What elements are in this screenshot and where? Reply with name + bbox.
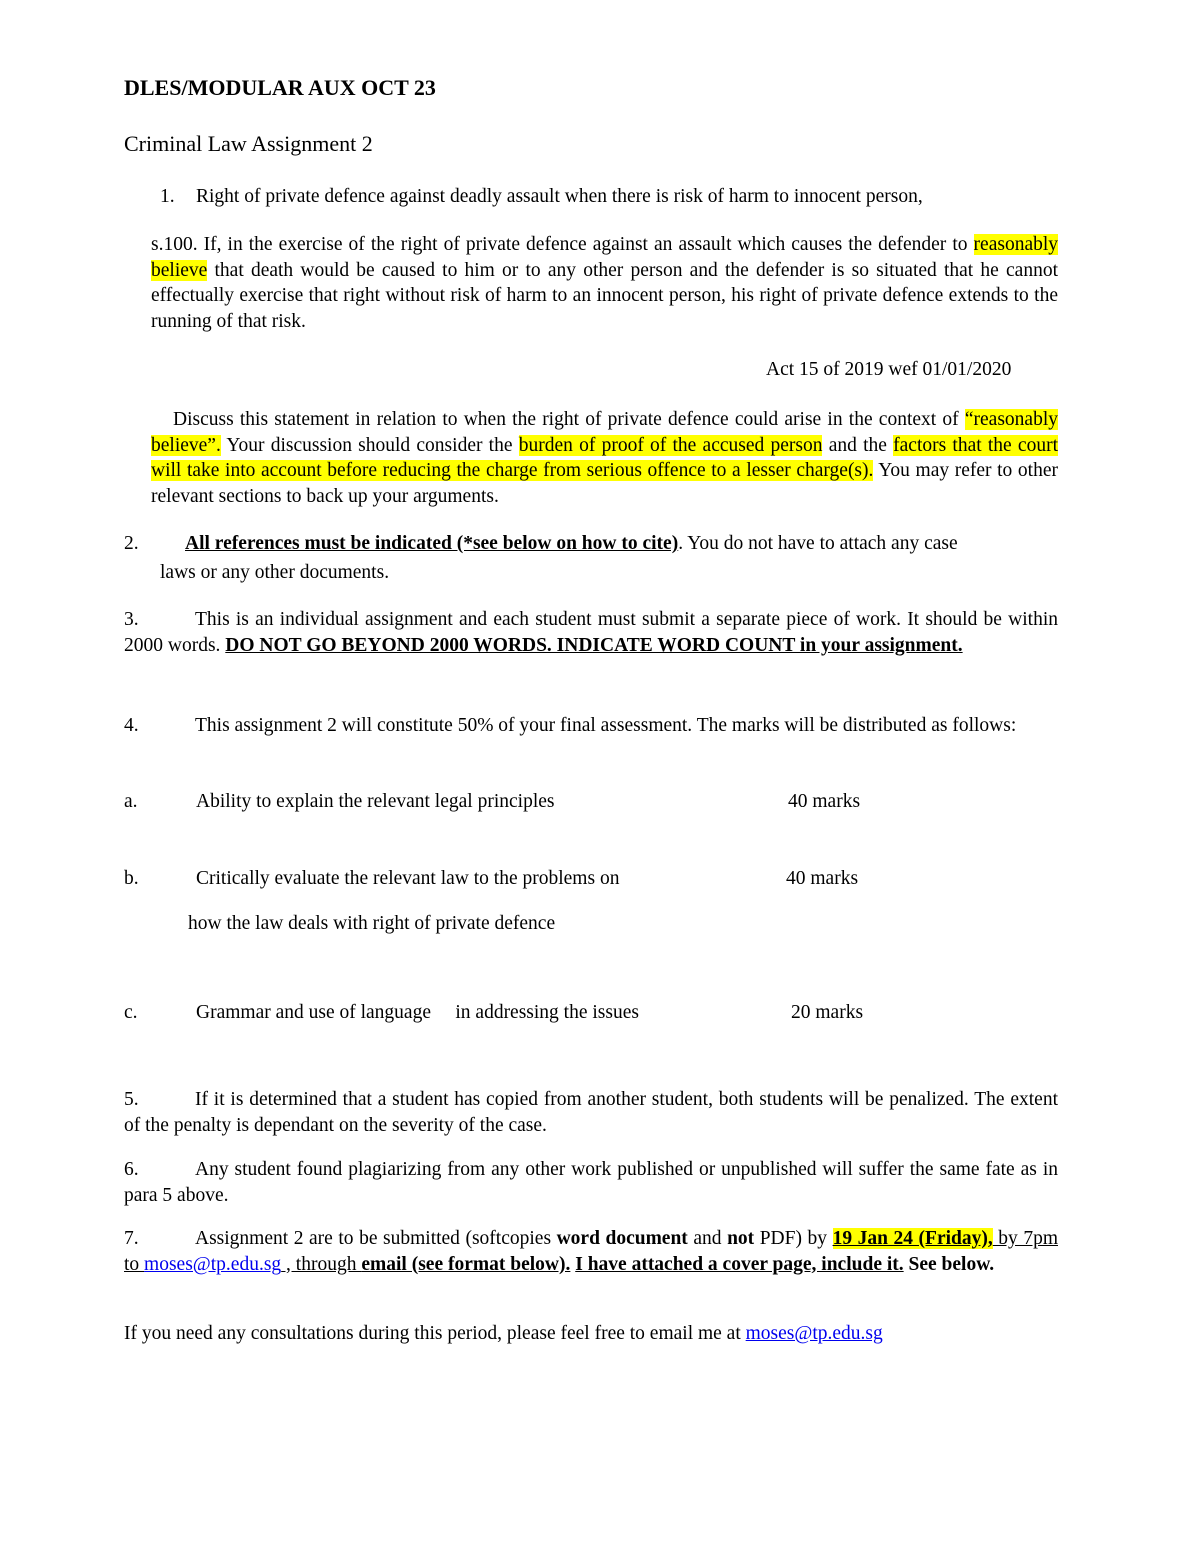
act-reference: Act 15 of 2019 wef 01/01/2020 bbox=[766, 359, 1012, 380]
discuss-part-3: and the bbox=[822, 434, 894, 456]
highlight-factors: factors that the court will take into account before reducing the charge from serious offence to a lesser charge(s). bbox=[151, 434, 1058, 481]
item-3-text: This is an individual assignment and each student must submit a separate piece of work. It should be within 2000 words. bbox=[124, 609, 1058, 656]
item-7-text-5: , through bbox=[281, 1253, 362, 1275]
item-3-paragraph bbox=[124, 607, 1058, 658]
item-1-text: Right of private defence against deadly assault when there is risk of harm to innocent person, bbox=[196, 186, 923, 207]
highlight-burden-of-proof: burden of proof of the accused person bbox=[518, 434, 823, 456]
item-4-paragraph bbox=[124, 713, 1058, 739]
mark-a-description: Ability to explain the relevant legal principles bbox=[196, 791, 555, 812]
closing-email-link[interactable]: moses@tp.edu.sg bbox=[745, 1323, 883, 1344]
item-3-word-limit: DO NOT GO BEYOND 2000 WORDS. INDICATE WORD COUNT in your assignment. bbox=[225, 634, 963, 656]
mark-c-letter: c. bbox=[124, 1002, 138, 1023]
item-2-line-1 bbox=[185, 531, 958, 556]
item-7-text-3: PDF) by bbox=[754, 1228, 833, 1249]
mark-a-value: 40 marks bbox=[788, 791, 861, 812]
section-100-rest: that death would be caused to him or to any other person and the defender is so situated that he cannot effectually exercise that right without risk of harm to an innocent person, his right of private defence extends to the running of that risk. bbox=[151, 259, 1058, 332]
mark-b-description: Critically evaluate the relevant law to the problems on bbox=[196, 868, 620, 889]
item-4-number: 4. bbox=[124, 715, 139, 736]
item-6-paragraph bbox=[124, 1157, 1058, 1208]
mark-b-description-continued: how the law deals with right of private defence bbox=[188, 913, 556, 934]
item-7-email-format: email (see format below). bbox=[361, 1253, 571, 1275]
highlight-reasonably-believe: reasonably believe bbox=[151, 234, 1059, 281]
item-7-see-below: See below. bbox=[903, 1253, 995, 1275]
mark-b-value: 40 marks bbox=[786, 868, 859, 889]
item-7-text-4: by 7pm to bbox=[124, 1228, 1058, 1275]
item-7-not: not bbox=[727, 1228, 755, 1249]
discuss-part-1: Discuss this statement in relation to when the right of private defence could arise in the context of bbox=[173, 409, 959, 430]
mark-c-description: Grammar and use of language in addressing the issues bbox=[196, 1002, 639, 1023]
item-5-text: If it is determined that a student has copied from another student, both students will be penalized. The extent of the penalty is dependant on the severity of the case. bbox=[124, 1089, 1058, 1136]
assignment-title: Criminal Law Assignment 2 bbox=[124, 131, 373, 156]
item-7-cover-page: I have attached a cover page, include it. bbox=[575, 1253, 904, 1275]
item-6-text: Any student found plagiarizing from any other work published or unpublished will suffer the same fate as in para 5 above. bbox=[124, 1159, 1058, 1206]
item-2-line-2: laws or any other documents. bbox=[160, 562, 390, 583]
item-6-number: 6. bbox=[124, 1159, 139, 1180]
section-100-text bbox=[151, 232, 1058, 334]
item-7-number: 7. bbox=[124, 1228, 139, 1249]
item-1-number: 1. bbox=[160, 186, 175, 207]
item-7-text-2: and bbox=[687, 1228, 728, 1249]
closing-text: If you need any consultations during this period, please feel free to email me at bbox=[124, 1323, 746, 1344]
mark-b-letter: b. bbox=[124, 868, 139, 889]
item-7-word-document: word document bbox=[556, 1228, 688, 1249]
item-7-text-1: Assignment 2 are to be submitted (softcopies bbox=[195, 1228, 557, 1249]
item-7-deadline: 19 Jan 24 (Friday), bbox=[832, 1228, 993, 1249]
closing-line bbox=[124, 1321, 883, 1346]
item-2-rest: . You do not have to attach any case bbox=[678, 533, 958, 554]
discuss-part-4: You may refer to other relevant sections to back up your arguments. bbox=[151, 460, 1058, 507]
item-5-paragraph bbox=[124, 1087, 1058, 1138]
section-100-prefix: s.100. If, in the exercise of the right of private defence against an assault which causes the defender to bbox=[151, 234, 968, 255]
item-2-number: 2. bbox=[124, 533, 139, 554]
item-7-email-link[interactable]: moses@tp.edu.sg bbox=[144, 1253, 282, 1275]
item-5-number: 5. bbox=[124, 1089, 139, 1110]
item-2-references-note: All references must be indicated (*see below on how to cite) bbox=[185, 533, 679, 554]
item-7-paragraph bbox=[124, 1226, 1058, 1277]
mark-a-letter: a. bbox=[124, 791, 138, 812]
highlight-reasonably-believe-quote: “reasonably believe”. bbox=[151, 409, 1058, 456]
mark-c-value: 20 marks bbox=[791, 1002, 864, 1023]
document-heading: DLES/MODULAR AUX OCT 23 bbox=[124, 75, 436, 100]
item-3-number: 3. bbox=[124, 609, 139, 630]
discuss-part-2: Your discussion should consider the bbox=[220, 434, 519, 456]
item-4-text: This assignment 2 will constitute 50% of your final assessment. The marks will be distributed as follows: bbox=[195, 715, 1017, 736]
discussion-instruction bbox=[151, 407, 1058, 509]
